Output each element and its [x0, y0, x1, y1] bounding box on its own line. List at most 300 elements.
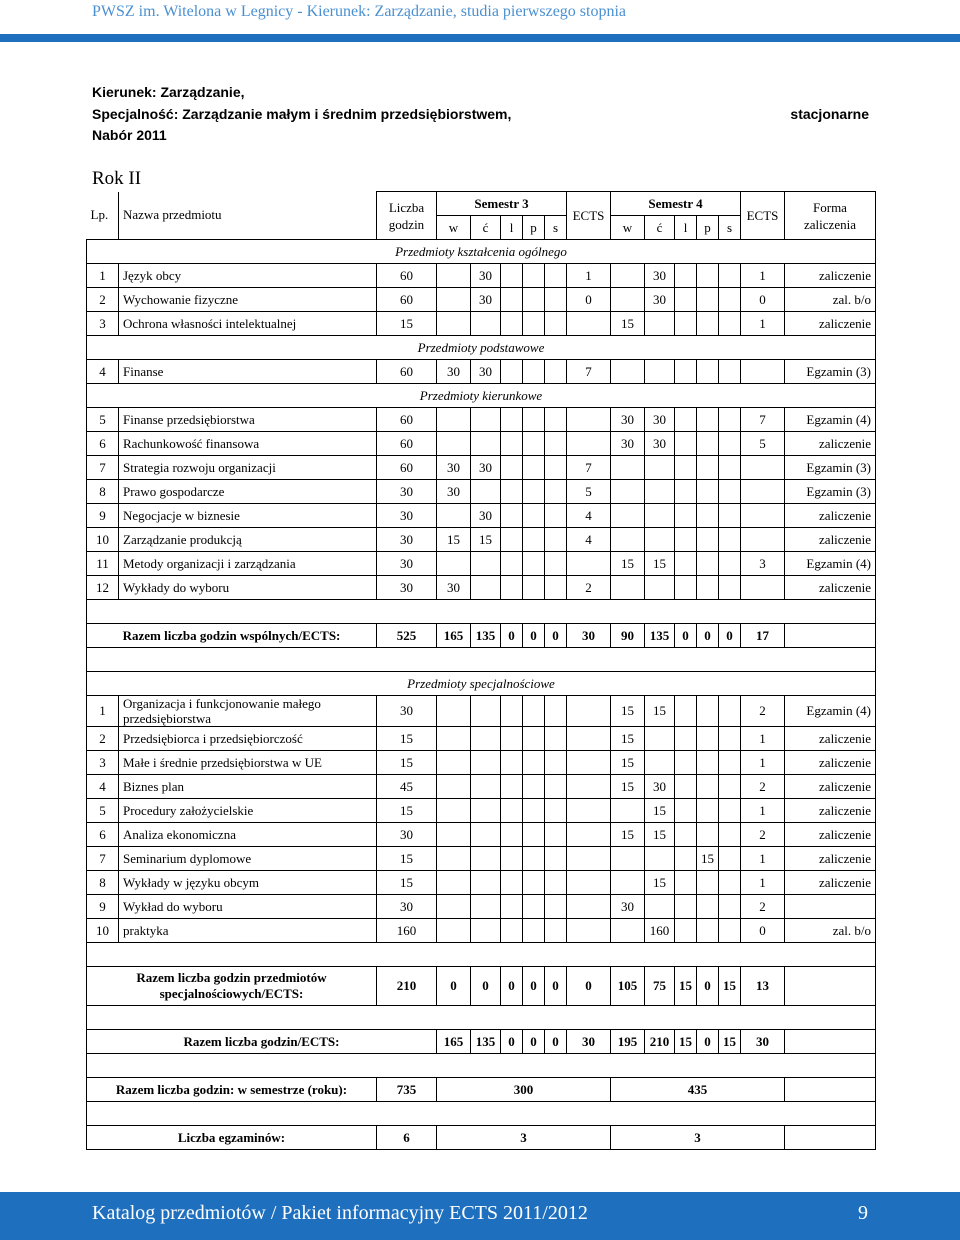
total-common-value: 525: [377, 624, 437, 648]
subject-cell: [545, 552, 567, 576]
subject-cell: [567, 919, 611, 943]
s4-w-header: w: [611, 216, 645, 240]
exam-count-empty: [785, 1126, 876, 1150]
subject-cell: 0: [741, 919, 785, 943]
subject-cell: 30: [377, 823, 437, 847]
subject-cell: Egzamin (3): [785, 456, 876, 480]
subject-row: [87, 799, 876, 823]
subject-cell: [675, 480, 697, 504]
subject-cell: 2: [741, 696, 785, 727]
subject-cell: [719, 528, 741, 552]
subject-cell: [645, 895, 675, 919]
subject-cell: 15: [611, 751, 645, 775]
subject-cell: [501, 727, 523, 751]
subject-row: [87, 312, 876, 336]
subject-cell: [471, 847, 501, 871]
subject-cell: [719, 727, 741, 751]
subject-cell: [697, 360, 719, 384]
curriculum-table-body: [87, 192, 876, 1150]
subject-cell: zaliczenie: [785, 264, 876, 288]
subject-cell: [645, 576, 675, 600]
subject-cell: [675, 895, 697, 919]
subject-cell: [697, 504, 719, 528]
subject-cell: 60: [377, 456, 437, 480]
subject-cell: 30: [645, 432, 675, 456]
subject-cell: [675, 919, 697, 943]
subject-cell: Egzamin (3): [785, 360, 876, 384]
subject-cell: [545, 751, 567, 775]
total-common-value: 0: [697, 624, 719, 648]
exam-count-total: 6: [377, 1126, 437, 1150]
subject-cell: [611, 919, 645, 943]
subject-cell: Ochrona własności intelektualnej: [119, 312, 377, 336]
total-specialty-value: 15: [675, 967, 697, 1006]
total-specialty-value: 0: [545, 967, 567, 1006]
subject-cell: [545, 504, 567, 528]
exam-count-row: [87, 1126, 876, 1150]
section-ogolne-row: [87, 240, 876, 264]
name-header: Nazwa przedmiotu: [119, 192, 377, 240]
subject-cell: [501, 480, 523, 504]
subject-cell: 10: [87, 528, 119, 552]
total-all-value: 0: [523, 1030, 545, 1054]
subject-cell: [675, 504, 697, 528]
subject-row: [87, 480, 876, 504]
subject-cell: 1: [741, 871, 785, 895]
subject-row: [87, 504, 876, 528]
subject-cell: Egzamin (4): [785, 552, 876, 576]
subject-cell: [471, 552, 501, 576]
subject-cell: [697, 895, 719, 919]
subject-cell: 4: [87, 360, 119, 384]
subject-cell: 30: [437, 480, 471, 504]
section-kierunkowe-heading: Przedmioty kierunkowe: [87, 384, 876, 408]
subject-cell: [437, 288, 471, 312]
subject-cell: 30: [645, 288, 675, 312]
subject-cell: [523, 847, 545, 871]
subject-cell: [501, 456, 523, 480]
subject-cell: [675, 823, 697, 847]
section-specjalnosciowe-heading: Przedmioty specjalnościowe: [87, 672, 876, 696]
subject-cell: [523, 288, 545, 312]
total-common-value: 90: [611, 624, 645, 648]
subject-cell: Metody organizacji i zarządzania: [119, 552, 377, 576]
semester-hours-sem3: 300: [437, 1078, 611, 1102]
subject-cell: zaliczenie: [785, 312, 876, 336]
subject-cell: [471, 432, 501, 456]
subject-cell: [611, 504, 645, 528]
ects-3-header: ECTS: [567, 192, 611, 240]
subject-cell: [501, 847, 523, 871]
total-specialty-value: 15: [719, 967, 741, 1006]
subject-cell: [523, 696, 545, 727]
subject-cell: [567, 751, 611, 775]
subject-cell: 5: [567, 480, 611, 504]
subject-row: [87, 727, 876, 751]
subject-cell: [567, 552, 611, 576]
subject-cell: [611, 847, 645, 871]
subject-cell: [437, 799, 471, 823]
subject-cell: [741, 504, 785, 528]
total-common-value: 0: [523, 624, 545, 648]
semester-3-header: Semestr 3: [437, 192, 567, 216]
subject-cell: zal. b/o: [785, 919, 876, 943]
subject-cell: [611, 528, 645, 552]
subject-cell: [611, 456, 645, 480]
total-all-empty: [785, 1030, 876, 1054]
subject-row: [87, 847, 876, 871]
subject-cell: 30: [645, 264, 675, 288]
subject-cell: [471, 895, 501, 919]
subject-cell: 30: [437, 576, 471, 600]
subject-cell: Przedsiębiorca i przedsiębiorczość: [119, 727, 377, 751]
s3-p-header: p: [523, 216, 545, 240]
subject-cell: 3: [741, 552, 785, 576]
subject-cell: [437, 871, 471, 895]
subject-cell: [523, 264, 545, 288]
subject-row: [87, 919, 876, 943]
subject-cell: [697, 775, 719, 799]
subject-cell: [675, 871, 697, 895]
subject-cell: [675, 432, 697, 456]
total-common-empty: [785, 624, 876, 648]
subject-cell: [501, 360, 523, 384]
subject-cell: 60: [377, 264, 437, 288]
subject-row: [87, 288, 876, 312]
subject-cell: zaliczenie: [785, 799, 876, 823]
spacer-cell: [87, 943, 876, 967]
total-specialty-empty: [785, 967, 876, 1006]
spacer-cell: [87, 1006, 876, 1030]
subject-cell: [471, 919, 501, 943]
subject-cell: [501, 799, 523, 823]
subject-cell: 1: [741, 799, 785, 823]
spacer-row: [87, 600, 876, 624]
subject-cell: [437, 775, 471, 799]
ects-4-header: ECTS: [741, 192, 785, 240]
subject-cell: Egzamin (4): [785, 408, 876, 432]
subject-row: [87, 360, 876, 384]
subject-cell: [719, 871, 741, 895]
subject-cell: 30: [377, 480, 437, 504]
subject-cell: 15: [611, 552, 645, 576]
subject-cell: 15: [377, 312, 437, 336]
subject-row: [87, 432, 876, 456]
total-common-value: 0: [501, 624, 523, 648]
subject-cell: 12: [87, 576, 119, 600]
subject-cell: [719, 360, 741, 384]
subject-cell: [697, 696, 719, 727]
subject-cell: [501, 696, 523, 727]
subject-row: [87, 576, 876, 600]
subject-cell: [719, 847, 741, 871]
subject-cell: 9: [87, 504, 119, 528]
total-common-value: 135: [471, 624, 501, 648]
subject-cell: [545, 480, 567, 504]
subject-cell: [545, 528, 567, 552]
subject-row: [87, 751, 876, 775]
subject-cell: [545, 919, 567, 943]
subject-cell: [697, 552, 719, 576]
s4-l-header: l: [675, 216, 697, 240]
subject-cell: zaliczenie: [785, 823, 876, 847]
subject-cell: [567, 696, 611, 727]
total-specialty-value: 0: [501, 967, 523, 1006]
section-podstawowe-row: [87, 336, 876, 360]
subject-cell: 4: [87, 775, 119, 799]
subject-cell: [675, 312, 697, 336]
subject-cell: [567, 727, 611, 751]
subject-cell: [501, 871, 523, 895]
subject-cell: [719, 408, 741, 432]
subject-cell: [437, 895, 471, 919]
subject-cell: 60: [377, 408, 437, 432]
subject-cell: [471, 727, 501, 751]
subject-cell: [523, 360, 545, 384]
subject-cell: [545, 895, 567, 919]
subject-cell: [567, 871, 611, 895]
subject-cell: [611, 871, 645, 895]
exam-count-sem3: 3: [437, 1126, 611, 1150]
subject-cell: [611, 264, 645, 288]
subject-cell: 10: [87, 919, 119, 943]
subject-cell: [545, 696, 567, 727]
subject-cell: [471, 408, 501, 432]
subject-cell: [741, 360, 785, 384]
subject-cell: 15: [645, 696, 675, 727]
subject-cell: [501, 528, 523, 552]
subject-cell: [523, 799, 545, 823]
subject-cell: Organizacja i funkcjonowanie małego przedsiębiorstwa: [119, 696, 377, 727]
subject-cell: [471, 480, 501, 504]
subject-cell: [567, 432, 611, 456]
subject-cell: 30: [377, 895, 437, 919]
total-all-value: 210: [645, 1030, 675, 1054]
subject-cell: Seminarium dyplomowe: [119, 847, 377, 871]
spacer-cell: [87, 1102, 876, 1126]
subject-cell: Finanse: [119, 360, 377, 384]
subject-cell: zaliczenie: [785, 432, 876, 456]
total-all-value: 195: [611, 1030, 645, 1054]
subject-cell: Wykład do wyboru: [119, 895, 377, 919]
subject-cell: 15: [611, 696, 645, 727]
subject-cell: 160: [377, 919, 437, 943]
subject-cell: [523, 456, 545, 480]
subject-cell: [501, 504, 523, 528]
semester-hours-empty: [785, 1078, 876, 1102]
subject-cell: [545, 432, 567, 456]
subject-cell: [501, 895, 523, 919]
semester-hours-sem4: 435: [611, 1078, 785, 1102]
subject-cell: [501, 751, 523, 775]
spacer-row: [87, 1006, 876, 1030]
subject-cell: [523, 727, 545, 751]
total-all-value: 0: [501, 1030, 523, 1054]
subject-cell: [567, 312, 611, 336]
subject-cell: [675, 288, 697, 312]
subject-cell: [675, 576, 697, 600]
subject-cell: 30: [611, 432, 645, 456]
subject-cell: Wykłady w języku obcym: [119, 871, 377, 895]
subject-cell: zaliczenie: [785, 871, 876, 895]
subject-cell: [523, 432, 545, 456]
subject-cell: [675, 727, 697, 751]
subject-cell: [645, 504, 675, 528]
total-specialty-value: 105: [611, 967, 645, 1006]
subject-cell: [471, 751, 501, 775]
subject-cell: [719, 504, 741, 528]
subject-cell: [675, 456, 697, 480]
subject-cell: Wychowanie fizyczne: [119, 288, 377, 312]
subject-cell: [675, 528, 697, 552]
total-specialty-label: Razem liczba godzin przedmiotów specjalnościowych/ECTS:: [87, 967, 377, 1006]
subject-cell: 30: [471, 360, 501, 384]
subject-row: [87, 895, 876, 919]
total-specialty-value: 75: [645, 967, 675, 1006]
subject-cell: 3: [87, 751, 119, 775]
subject-cell: 5: [87, 799, 119, 823]
subject-cell: [501, 288, 523, 312]
total-all-value: 15: [675, 1030, 697, 1054]
total-specialty-value: 0: [697, 967, 719, 1006]
subject-row: [87, 552, 876, 576]
subject-cell: [697, 823, 719, 847]
subject-cell: 7: [87, 847, 119, 871]
page-number: 9: [858, 1202, 868, 1224]
subject-row: [87, 408, 876, 432]
subject-cell: [697, 408, 719, 432]
total-specialty-value: 13: [741, 967, 785, 1006]
subject-cell: [611, 360, 645, 384]
subject-cell: 15: [437, 528, 471, 552]
subject-cell: [501, 552, 523, 576]
subject-cell: 4: [567, 504, 611, 528]
kierunek-label: Kierunek: Zarządzanie,: [92, 84, 245, 100]
subject-cell: 7: [87, 456, 119, 480]
subject-cell: [697, 528, 719, 552]
subject-cell: [675, 408, 697, 432]
subject-cell: [545, 799, 567, 823]
footer-title: Katalog przedmiotów / Pakiet informacyjny ECTS 2011/2012: [92, 1202, 588, 1224]
subject-cell: 7: [567, 360, 611, 384]
subject-cell: [611, 480, 645, 504]
subject-cell: [523, 775, 545, 799]
subject-cell: [645, 727, 675, 751]
subject-cell: [611, 799, 645, 823]
subject-cell: [545, 288, 567, 312]
subject-cell: [719, 751, 741, 775]
subject-cell: [611, 288, 645, 312]
subject-cell: 0: [567, 288, 611, 312]
total-common-row: [87, 624, 876, 648]
subject-cell: Procedury założycielskie: [119, 799, 377, 823]
section-ogolne-heading: Przedmioty kształcenia ogólnego: [87, 240, 876, 264]
total-common-value: 135: [645, 624, 675, 648]
subject-cell: [675, 847, 697, 871]
total-specialty-value: 0: [567, 967, 611, 1006]
subject-cell: [437, 847, 471, 871]
subject-cell: 15: [377, 751, 437, 775]
subject-cell: 2: [567, 576, 611, 600]
subject-cell: 1: [741, 264, 785, 288]
exam-count-sem4: 3: [611, 1126, 785, 1150]
subject-cell: 1: [741, 751, 785, 775]
subject-cell: [719, 288, 741, 312]
subject-cell: 30: [471, 456, 501, 480]
subject-cell: [545, 871, 567, 895]
subject-cell: 2: [741, 775, 785, 799]
subject-cell: praktyka: [119, 919, 377, 943]
subject-cell: 1: [567, 264, 611, 288]
subject-cell: [437, 432, 471, 456]
nabor-label: Nabór 2011: [92, 127, 167, 143]
subject-cell: [523, 871, 545, 895]
s3-s-header: s: [545, 216, 567, 240]
subject-row: [87, 775, 876, 799]
subject-cell: zaliczenie: [785, 775, 876, 799]
subject-cell: [697, 312, 719, 336]
total-common-value: 0: [545, 624, 567, 648]
subject-cell: [645, 528, 675, 552]
semester-4-header: Semestr 4: [611, 192, 741, 216]
total-all-value: 0: [545, 1030, 567, 1054]
subject-cell: Zarządzanie produkcją: [119, 528, 377, 552]
section-specjalnosciowe-row: [87, 672, 876, 696]
subject-cell: [523, 552, 545, 576]
subject-cell: Negocjacje w biznesie: [119, 504, 377, 528]
subject-cell: [437, 823, 471, 847]
subject-cell: 2: [87, 288, 119, 312]
subject-cell: [567, 847, 611, 871]
subject-cell: [523, 504, 545, 528]
subject-cell: [697, 456, 719, 480]
spacer-cell: [87, 600, 876, 624]
subject-cell: [697, 727, 719, 751]
subject-cell: 30: [377, 552, 437, 576]
subject-cell: 60: [377, 432, 437, 456]
subject-cell: [437, 751, 471, 775]
subject-cell: zaliczenie: [785, 727, 876, 751]
subject-cell: [645, 456, 675, 480]
subject-cell: 1: [741, 847, 785, 871]
subject-cell: [645, 360, 675, 384]
total-all-value: 0: [697, 1030, 719, 1054]
total-common-value: 30: [567, 624, 611, 648]
subject-cell: [675, 775, 697, 799]
subject-cell: [471, 775, 501, 799]
subject-row: [87, 264, 876, 288]
subject-cell: 30: [377, 696, 437, 727]
subject-cell: 15: [611, 727, 645, 751]
subject-cell: [675, 799, 697, 823]
subject-cell: [471, 799, 501, 823]
subject-cell: [545, 264, 567, 288]
curriculum-table: [86, 191, 876, 1150]
subject-cell: [567, 775, 611, 799]
subject-cell: [523, 895, 545, 919]
footer-bar: [0, 1192, 960, 1240]
subject-row: [87, 823, 876, 847]
subject-cell: 30: [471, 288, 501, 312]
subject-cell: [437, 919, 471, 943]
subject-cell: [719, 264, 741, 288]
subject-cell: Wykłady do wyboru: [119, 576, 377, 600]
subject-row: [87, 456, 876, 480]
subject-cell: [675, 751, 697, 775]
semester-hours-label: Razem liczba godzin: w semestrze (roku):: [87, 1078, 377, 1102]
subject-cell: 15: [697, 847, 719, 871]
subject-cell: 15: [471, 528, 501, 552]
